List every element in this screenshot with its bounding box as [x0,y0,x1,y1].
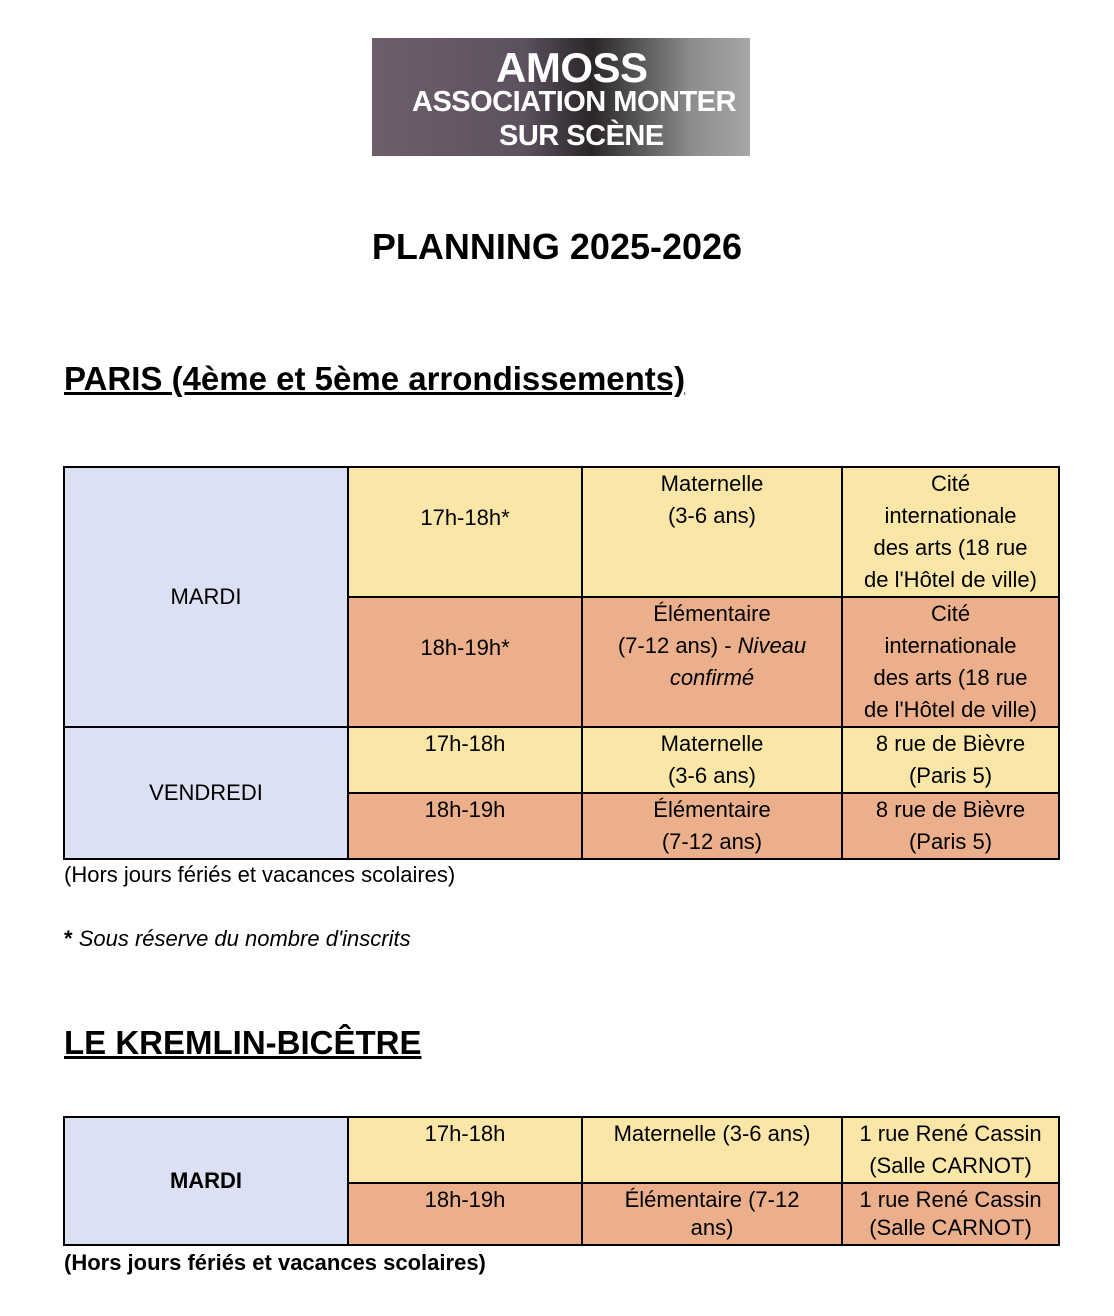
level-line: Élémentaire [653,601,771,626]
place-line: de l'Hôtel de ville) [864,697,1037,722]
paris-holiday-note: (Hors jours fériés et vacances scolaires) [64,862,456,887]
level-line: (3-6 ans) [667,763,757,788]
place-line: 1 rue René Cassin [859,1187,1042,1212]
level-line: (7-12 ans) [661,829,763,854]
level-cell [582,467,842,597]
time-cell [348,597,582,727]
level-cell [582,1183,842,1245]
level-line: Élémentaire (7-12 [624,1187,800,1212]
place-line: Cité [930,601,971,626]
level-line: ans) [690,1215,734,1240]
footnote-text: Sous réserve du nombre d'inscrits [78,926,411,951]
place-line: (Salle CARNOT) [869,1215,1032,1240]
place-line: 1 rue René Cassin [859,1121,1042,1146]
level-cell: Maternelle (3-6 ans) [582,1117,842,1183]
footnote [64,926,411,952]
place-line: des arts (18 rue [873,665,1028,690]
level-line [583,630,841,662]
level-line: Élémentaire [653,797,771,822]
place-line: (Paris 5) [908,763,993,788]
level-line: confirmé [669,665,755,690]
place-line: internationale [884,503,1017,528]
page-title: PLANNING 2025-2026 [371,226,743,267]
logo-line-3: SUR SCÈNE [499,120,664,152]
logo-line-1: AMOSS [496,44,648,91]
kremlin-schedule-table [63,1116,1060,1246]
footnote-mark: * [64,926,73,951]
amoss-logo [372,38,750,156]
place-line: des arts (18 rue [873,535,1028,560]
level-age: (7-12 ans) - [617,633,738,658]
level-line: Maternelle [660,731,764,756]
level-line: (3-6 ans) [667,503,757,528]
place-cell [842,793,1059,859]
place-line: (Paris 5) [908,829,993,854]
table-row [64,467,1059,597]
paris-schedule-table [63,466,1060,860]
logo-line-2: ASSOCIATION MONTER [412,86,736,118]
level-cell [582,597,842,727]
time-cell [348,467,582,597]
place-cell [842,597,1059,727]
day-cell-vendredi: VENDREDI [64,727,348,859]
level-cell [582,727,842,793]
level-niveau: Niveau [737,633,807,658]
time-cell: 18h-19h [348,793,582,859]
place-line: (Salle CARNOT) [869,1153,1032,1178]
paris-heading: PARIS (4ème et 5ème arrondissements) [64,360,686,397]
table-row [64,1117,1059,1183]
day-cell-mardi: MARDI [64,467,348,727]
place-cell [842,1183,1059,1245]
time-text: 17h-18h* [420,505,510,530]
day-cell-mardi: MARDI [64,1117,348,1245]
time-cell: 18h-19h [348,1183,582,1245]
place-line: 8 rue de Bièvre [875,797,1026,822]
time-cell: 17h-18h [348,1117,582,1183]
level-cell [582,793,842,859]
table-row [64,727,1059,793]
place-line: internationale [884,633,1017,658]
level-line: Maternelle [660,471,764,496]
place-line: Cité [930,471,971,496]
place-cell [842,467,1059,597]
place-line: de l'Hôtel de ville) [864,567,1037,592]
kremlin-heading: LE KREMLIN-BICÊTRE [64,1024,422,1061]
place-line: 8 rue de Bièvre [875,731,1026,756]
place-cell [842,727,1059,793]
place-cell [842,1117,1059,1183]
time-cell: 17h-18h [348,727,582,793]
time-text: 18h-19h* [420,635,510,660]
kremlin-holiday-note: (Hors jours fériés et vacances scolaires) [64,1250,486,1275]
